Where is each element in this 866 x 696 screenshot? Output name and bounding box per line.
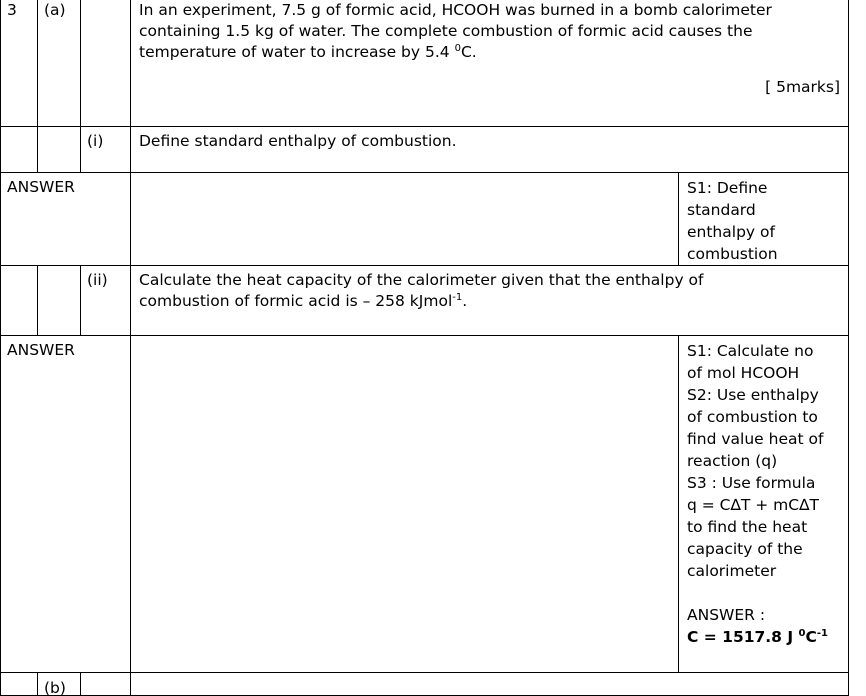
part-i-row bbox=[1, 127, 849, 173]
question-row bbox=[1, 0, 849, 127]
question-number: 3 bbox=[1, 0, 38, 127]
intro-line: temperature of water to increase by 5.4 $^0$C. bbox=[139, 43, 477, 61]
part-i-label: (i) bbox=[81, 127, 131, 173]
part-a-label: (a) bbox=[38, 0, 81, 127]
part-ii-text: Calculate the heat capacity of the calorimeter given that the enthalpy of combustion of formic acid is – 258 kJmol$^{-1}$. bbox=[131, 266, 849, 336]
marking-scheme-i: S1: Define standard enthalpy of combustion bbox=[679, 173, 849, 266]
final-answer-label: ANSWER : bbox=[687, 606, 766, 624]
answer-label: ANSWER bbox=[1, 173, 131, 266]
marks-label: [ 5marks] bbox=[765, 78, 841, 96]
intro-line: In an experiment, 7.5 g of formic acid, HCOOH was burned in a bomb calorimeter bbox=[139, 1, 772, 19]
part-b-label: (b) bbox=[44, 679, 66, 695]
part-ii-answer-row bbox=[1, 336, 849, 673]
final-answer-value: C = 1517.8 J $^0C^{-1}$ bbox=[687, 628, 828, 646]
part-ii-label: (ii) bbox=[81, 266, 131, 336]
answer-label: ANSWER bbox=[1, 336, 131, 673]
answer-space bbox=[131, 173, 679, 266]
part-b-row bbox=[1, 673, 849, 696]
part-i-text: Define standard enthalpy of combustion. bbox=[131, 127, 849, 173]
part-i-answer-row bbox=[1, 173, 849, 266]
degree-sup: 0 bbox=[454, 43, 461, 54]
question-intro bbox=[131, 0, 849, 127]
intro-line: containing 1.5 kg of water. The complete combustion of formic acid causes the bbox=[139, 22, 753, 40]
answer-space bbox=[131, 336, 679, 673]
marking-scheme-ii: S1: Calculate no of mol HCOOH S2: Use enthalpy of combustion to find value heat of reaction (q) S3 : Use formula q = C∆T + mC∆T to find the heat capacity of the calorimeter ANSWER : C = 1517.8 J $^0C^{-1}$ bbox=[679, 336, 849, 673]
part-ii-row bbox=[1, 266, 849, 336]
